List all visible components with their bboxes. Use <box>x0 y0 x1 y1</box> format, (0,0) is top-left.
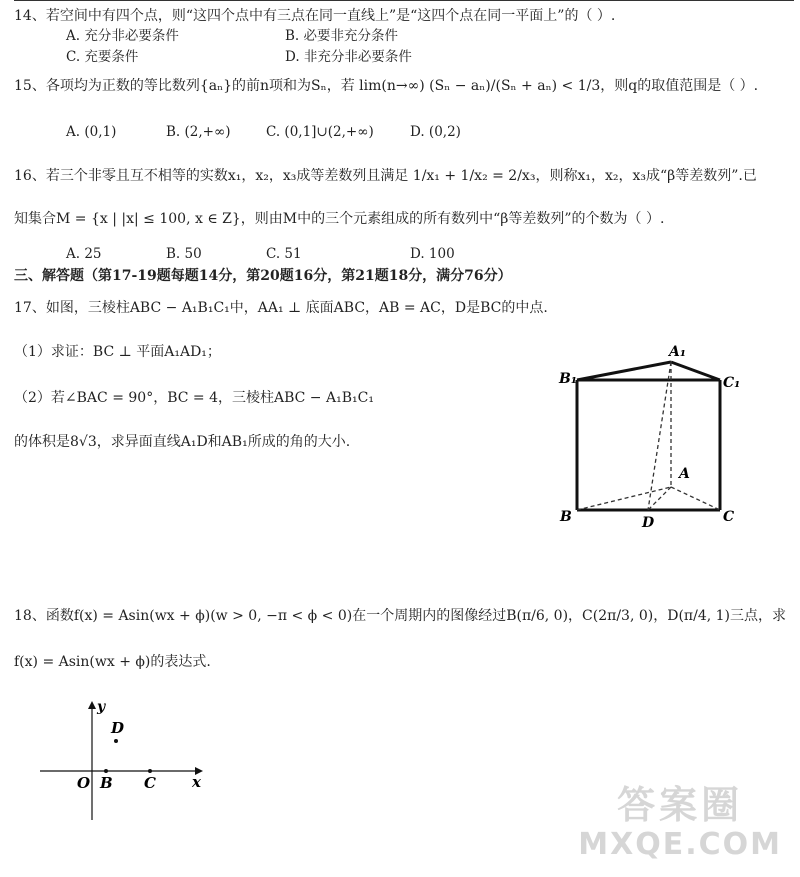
q18-line-2: f(x) = Asin(wx + ϕ)的表达式. <box>14 654 211 670</box>
watermark-top: 答案圈 <box>617 783 744 827</box>
q15-stem: 15、各项均为正数的等比数列{aₙ}的前n项和为Sₙ，若 lim(n→∞) (Sₙ − aₙ)/(Sₙ + aₙ) < 1/3，则q的取值范围是（ ）. <box>14 78 759 94</box>
label-point-d: D <box>111 719 125 737</box>
q14-option-b: B. 必要非充分条件 <box>285 28 399 44</box>
label-c: C <box>723 509 735 525</box>
point-d <box>114 739 118 743</box>
q16-line-2: 知集合M = {x | |x| ≤ 100, x ∈ Z}，则由M中的三个元素组成的所有数列中“β等差数列”的个数为（ ）. <box>14 211 665 227</box>
q14-option-a: A. 充分非必要条件 <box>66 28 179 44</box>
label-point-b: B <box>100 774 113 792</box>
label-origin: O <box>77 774 91 792</box>
point-b <box>104 769 108 773</box>
q16-option-d: D. 100 <box>410 246 455 262</box>
q17-stem: 17、如图，三棱柱ABC − A₁B₁C₁中，AA₁ ⊥ 底面ABC，AB = AC，D是BC的中点. <box>14 300 548 316</box>
sine-axes-figure <box>30 695 220 830</box>
q18-line-1: 18、函数f(x) = Asin(wx + ϕ)(w > 0, −π < ϕ < 0)在一个周期内的图像经过B(π/6, 0)，C(2π/3, 0)，D(π/4, 1)三点，求 <box>14 608 787 624</box>
q16-option-c: C. 51 <box>266 246 302 262</box>
label-b1: B₁ <box>559 371 577 387</box>
axis-label-x: x <box>192 773 201 791</box>
label-point-c: C <box>144 774 156 792</box>
q15-option-d: D. (0,2) <box>410 124 461 140</box>
q16-line-1: 16、若三个非零且互不相等的实数x₁，x₂，x₃成等差数列且满足 1/x₁ + 1/x₂ = 2/x₃，则称x₁，x₂，x₃成“β等差数列”.已 <box>14 168 757 184</box>
label-b: B <box>560 509 572 525</box>
point-c <box>148 769 152 773</box>
label-a: A <box>679 466 690 482</box>
q15-option-c: C. (0,1]∪(2,+∞) <box>266 124 374 140</box>
prism-figure <box>555 335 755 535</box>
q14-stem: 14、若空间中有四个点，则“这四个点中有三点在同一直线上”是“这四个点在同一平面上”的（ ）. <box>14 8 616 24</box>
label-c1: C₁ <box>723 375 741 391</box>
q17-part-1: （1）求证：BC ⊥ 平面A₁AD₁； <box>14 344 221 360</box>
q16-option-b: B. 50 <box>166 246 202 262</box>
watermark-bottom: MXQE.COM <box>578 827 782 862</box>
q17-part-2-cont: 的体积是8√3，求异面直线A₁D和AB₁所成的角的大小. <box>14 434 351 450</box>
axis-label-y: y <box>97 699 106 715</box>
top-rule <box>14 0 794 1</box>
label-a1: A₁ <box>669 344 686 360</box>
section-heading: 三、解答题（第17-19题每题14分，第20题16分，第21题18分，满分76分） <box>14 268 512 284</box>
q14-option-c: C. 充要条件 <box>66 49 139 65</box>
q14-option-d: D. 非充分非必要条件 <box>285 49 412 65</box>
label-d: D <box>642 515 655 531</box>
watermark <box>578 785 782 865</box>
q15-option-b: B. (2,+∞) <box>166 124 231 140</box>
q15-option-a: A. (0,1) <box>66 124 117 140</box>
q17-part-2: （2）若∠BAC = 90°，BC = 4，三棱柱ABC − A₁B₁C₁ <box>14 390 374 406</box>
q16-option-a: A. 25 <box>66 246 102 262</box>
